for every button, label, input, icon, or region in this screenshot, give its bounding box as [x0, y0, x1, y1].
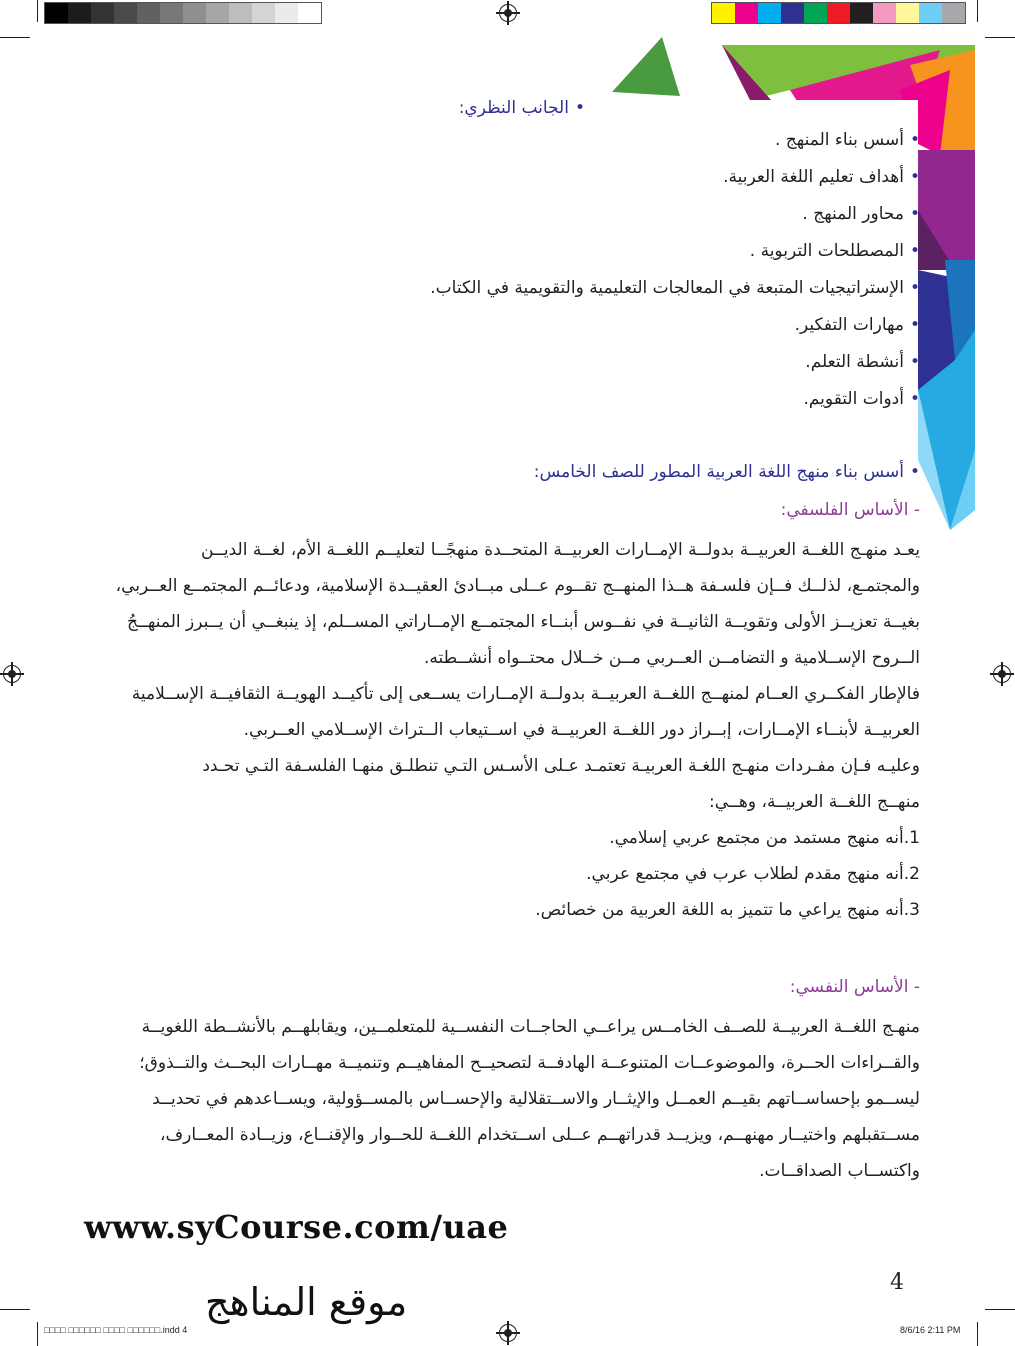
paragraph-line: منهــج اللغــة العربيــة، وهــي:	[709, 792, 920, 812]
list-item: •محاور المنهج .	[802, 204, 920, 224]
list-item: •الإستراتيجيات المتبعة في المعالجات التعليمية والتقويمية في الكتاب.	[430, 278, 920, 298]
crop-mark	[37, 1322, 38, 1346]
paragraph-line: واكتســاب الصداقــات.	[759, 1161, 920, 1181]
psychological-title: - الأساس النفسي:	[789, 977, 920, 997]
crop-mark	[37, 0, 38, 22]
site-name: موقع المناهج	[205, 1280, 408, 1324]
registration-mark-bottom	[499, 1324, 517, 1342]
philosophical-section	[96, 532, 920, 928]
grayscale-bar	[44, 2, 322, 24]
file-slug: □□□□ □□□□□□ □□□□ □□□□□□.indd 4	[44, 1325, 188, 1335]
paragraph-line: والقــراءات الحــرة، والموضوعــات المتنوعــة الهادفــة لتصحيــح المفاهيــم وتنميــة مهــارات البحــث والتــذوق؛	[139, 1053, 920, 1073]
psychological-section	[96, 1009, 920, 1189]
paragraph-line: الــروح الإســلامية و التضامــن العــربي مــن خــلال محتــواه أنشــطته.	[423, 648, 920, 668]
numbered-item: 2.أنه منهج مقدم لطلاب عرب في مجتمع عربي.	[586, 864, 920, 884]
registration-mark-right	[993, 665, 1011, 683]
paragraph-line: منهـج اللغــة العربيــة للصــف الخامــس يراعــي الحاجــات النفســية للمتعلمــين، ويقابلهــم بالأنشــطة اللغويــة	[141, 1017, 920, 1037]
paragraph-line: فالإطار الفكــري العــام لمنهــج اللغــة العربيــة بدولــة الإمــارات يســعى إلى تأكيــد الهويــة الثقافيــة الإســلامية	[131, 684, 920, 704]
list-item: •أهداف تعليم اللغة العربية.	[723, 167, 920, 187]
crop-mark	[985, 1309, 1015, 1310]
theory-heading: •الجانب النظري:	[458, 98, 585, 118]
paragraph-line: يعـد منهـج اللغــة العربيــة بدولــة الإمــارات العربيــة المتحــدة منهجًــا لتعليــم اللغــة الأم، لغــة الديــن	[201, 540, 920, 560]
crop-mark	[0, 37, 30, 38]
philosophical-title: - الأساس الفلسفي:	[780, 500, 920, 520]
list-item: •المصطلحات التربوية .	[749, 241, 920, 261]
page-number: 4	[890, 1270, 904, 1295]
list-item: •أسس بناء المنهج .	[775, 130, 920, 150]
crop-mark	[0, 1309, 30, 1310]
paragraph-line: بغيــة تعزيــز الأولى وتقويــة الثانيــة في نفــوس أبنــاء المجتمــع الإمــاراتي المســلم، إذ ينبغــي أن يــبرز المنهــجُ	[127, 612, 920, 632]
paragraph-line: العربيــة لأبنــاء الإمــارات، إبــراز دور اللغــة العربيــة في اســتيعاب الــتراث الإســلامي العــربي.	[243, 720, 920, 740]
crop-mark	[977, 0, 978, 22]
crop-mark	[977, 1322, 978, 1346]
list-item: •أنشطة التعلم.	[805, 352, 920, 372]
theory-list	[320, 130, 920, 426]
paragraph-line: والمجتمـع، لذلــك فــإن فلسـفة هــذا المنهــج تقــوم عــلى مبــادئ العقيــدة الإسلامية، ودعائــم المجتمــع العــربي،	[115, 576, 920, 596]
website-url[interactable]: www.syCourse.com/uae	[84, 1208, 509, 1246]
color-bar	[711, 2, 966, 24]
numbered-item: 3.أنه منهج يراعي ما تتميز به اللغة العربية من خصائص.	[535, 900, 920, 920]
date-slug: 8/6/16 2:11 PM	[900, 1325, 961, 1335]
registration-mark-left	[3, 665, 21, 683]
list-item: •مهارات التفكير.	[794, 315, 920, 335]
paragraph-line: مســتقبلهم واختيــار مهنهــم، ويزيــد قدراتهــم عــلى اســتخدام اللغــة للحــوار والإقنــاع، وزيــادة المعــارف،	[160, 1125, 920, 1145]
paragraph-line: ليســمو بإحساســاتهم بقيــم العمــل والإيثــار والاســتقلالية والإحســاس بالمســؤولية، ويســاعدهم في تحديــد	[152, 1089, 920, 1109]
list-item: •أدوات التقويم.	[803, 389, 920, 409]
numbered-item: 1.أنه منهج مستمد من مجتمع عربي إسلامي.	[609, 828, 920, 848]
paragraph-line: وعليـه فـإن مفـردات منهـج اللغـة العربيـة تعتمـد عـلى الأسـس التـي تنطلـق منهـا الفلسـفة التـي تحـدد	[202, 756, 920, 776]
foundations-heading: •أسس بناء منهج اللغة العربية المطور للصف الخامس:	[533, 462, 920, 482]
registration-mark-top	[499, 4, 517, 22]
